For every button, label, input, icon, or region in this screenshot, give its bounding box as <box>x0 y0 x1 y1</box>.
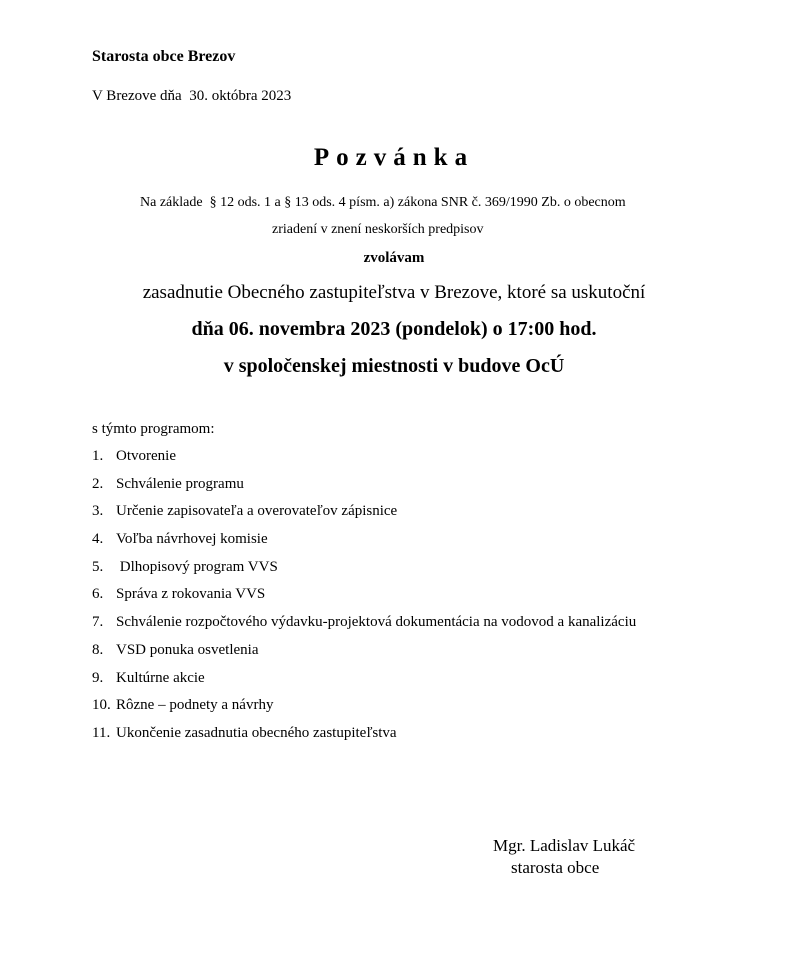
agenda-item-number: 8. <box>92 641 104 658</box>
place-date: V Brezove dňa 30. októbra 2023 <box>92 88 292 104</box>
agenda-item-text: Určenie zapisovateľa a overovateľov zápisnice <box>116 503 398 520</box>
agenda-item-number: 5. <box>92 558 104 575</box>
agenda-item <box>92 501 636 529</box>
legal-basis-line-2: zriadení v znení neskorších predpisov <box>272 222 484 237</box>
agenda-item-number: 3. <box>92 503 104 520</box>
agenda-item-number: 10. <box>92 697 111 714</box>
convene-text: zvolávam <box>363 250 425 266</box>
agenda-item-text: Voľba návrhovej komisie <box>116 531 268 548</box>
agenda-item-number: 11. <box>92 724 111 741</box>
meeting-location: v spoločenskej miestnosti v budove OcÚ <box>223 355 565 377</box>
agenda-item <box>92 640 636 668</box>
agenda-item-number: 1. <box>92 448 104 464</box>
agenda-item-number: 9. <box>92 669 104 686</box>
agenda-item-number: 6. <box>92 586 104 603</box>
agenda-item <box>92 474 636 502</box>
agenda-item-text: Schválenie programu <box>116 475 244 492</box>
agenda-item-text: Rôzne – podnety a návrhy <box>116 697 274 714</box>
signatory-role: starosta obce <box>511 858 600 877</box>
agenda-item <box>92 723 636 751</box>
agenda-item-text: Schválenie rozpočtového výdavku-projektová dokumentácia na vodovod a kanalizáciu <box>116 614 637 631</box>
agenda-item-text: Dlhopisový program VVS <box>116 558 278 575</box>
agenda-item <box>92 529 636 557</box>
agenda-item <box>92 557 636 585</box>
legal-basis-line-1: Na základe § 12 ods. 1 a § 13 ods. 4 písm. a) zákona SNR č. 369/1990 Zb. o obecnom <box>140 195 626 210</box>
agenda-item-number: 7. <box>92 614 104 631</box>
agenda-item-number: 4. <box>92 531 104 548</box>
agenda-intro: s týmto programom: <box>92 421 215 437</box>
agenda-item <box>92 695 636 723</box>
agenda-item <box>92 446 636 474</box>
document-title: Pozvánka <box>313 144 475 171</box>
agenda-item-text: VSD ponuka osvetlenia <box>116 641 259 658</box>
agenda-item-text: Správa z rokovania VVS <box>116 586 266 603</box>
agenda-item <box>92 668 636 696</box>
agenda-list <box>92 446 636 751</box>
sender-heading: Starosta obce Brezov <box>92 48 236 65</box>
agenda-item-text: Kultúrne akcie <box>116 669 205 686</box>
agenda-item <box>92 584 636 612</box>
signatory-name: Mgr. Ladislav Lukáč <box>493 836 636 855</box>
meeting-date-time: dňa 06. novembra 2023 (pondelok) o 17:00 hod. <box>191 318 597 340</box>
meeting-text: zasadnutie Obecného zastupiteľstva v Brezove, ktoré sa uskutoční <box>142 282 646 303</box>
agenda-item-text: Ukončenie zasadnutia obecného zastupiteľstva <box>116 724 397 741</box>
agenda-item-text: Otvorenie <box>116 448 176 464</box>
agenda-item <box>92 612 636 640</box>
agenda-item-number: 2. <box>92 475 104 492</box>
